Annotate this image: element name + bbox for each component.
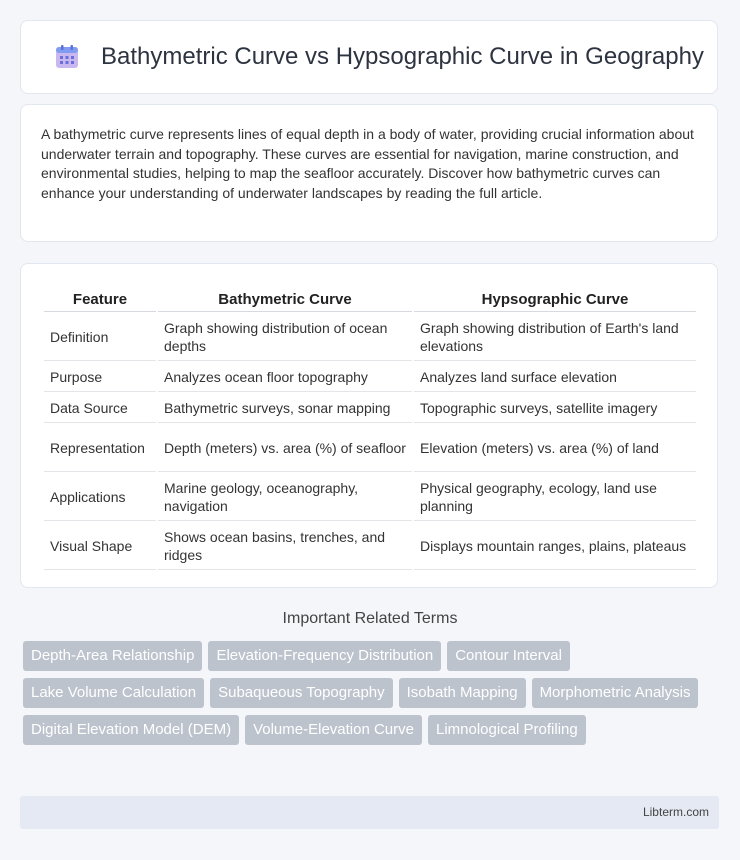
table-row [44, 363, 696, 392]
table-row [44, 394, 696, 423]
table-header: Feature [44, 284, 156, 312]
related-term-tag[interactable]: Lake Volume Calculation [23, 678, 204, 708]
table-row [44, 474, 696, 521]
table-cell: Purpose [44, 363, 156, 392]
table-cell: Analyzes ocean floor topography [158, 363, 412, 392]
table-cell: Graph showing distribution of ocean depths [158, 314, 412, 361]
page-title: Bathymetric Curve vs Hypsographic Curve in Geography [101, 43, 704, 70]
related-term-tag[interactable]: Morphometric Analysis [532, 678, 699, 708]
table-cell: Applications [44, 474, 156, 521]
table-cell: Bathymetric surveys, sonar mapping [158, 394, 412, 423]
table-cell: Data Source [44, 394, 156, 423]
related-term-tag[interactable]: Contour Interval [447, 641, 570, 671]
table-cell: Shows ocean basins, trenches, and ridges [158, 523, 412, 570]
comparison-table [42, 282, 698, 572]
related-term-tag[interactable]: Volume-Elevation Curve [245, 715, 422, 745]
related-term-tag[interactable]: Subaqueous Topography [210, 678, 393, 708]
table-cell: Displays mountain ranges, plains, plateaus [414, 523, 696, 570]
calendar-icon [53, 43, 81, 71]
related-term-tag[interactable]: Depth-Area Relationship [23, 641, 202, 671]
intro-card [20, 104, 718, 242]
table-cell: Visual Shape [44, 523, 156, 570]
table-cell: Representation [44, 425, 156, 472]
table-cell: Definition [44, 314, 156, 361]
comparison-card [20, 263, 718, 588]
table-cell: Depth (meters) vs. area (%) of seafloor [158, 425, 412, 472]
related-term-tag[interactable]: Limnological Profiling [428, 715, 586, 745]
footer-site-link[interactable]: Libterm.com [642, 805, 709, 819]
table-cell: Graph showing distribution of Earth's land elevations [414, 314, 696, 361]
table-row [44, 425, 696, 472]
related-term-tag[interactable]: Digital Elevation Model (DEM) [23, 715, 239, 745]
table-cell: Marine geology, oceanography, navigation [158, 474, 412, 521]
table-row [44, 314, 696, 361]
related-term-tag[interactable]: Isobath Mapping [399, 678, 526, 708]
table-header: Bathymetric Curve [158, 284, 412, 312]
table-cell: Elevation (meters) vs. area (%) of land [414, 425, 696, 472]
related-terms-title: Important Related Terms [282, 610, 458, 627]
table-cell: Topographic surveys, satellite imagery [414, 394, 696, 423]
intro-text: A bathymetric curve represents lines of equal depth in a body of water, providing crucial information about underwater terrain and topography. These curves are essential for navigation, marine construction, and environmental studies, helping to map the seafloor accurately. Discover how bathymetric curves can enhance your understanding of underwater landscapes by reading the full article. [41, 126, 694, 201]
table-cell: Analyzes land surface elevation [414, 363, 696, 392]
header-card [20, 20, 718, 94]
table-row [44, 523, 696, 570]
footer [20, 796, 719, 829]
related-terms-list [23, 641, 723, 745]
table-cell: Physical geography, ecology, land use planning [414, 474, 696, 521]
table-header: Hypsographic Curve [414, 284, 696, 312]
table-header-row [44, 284, 696, 312]
related-term-tag[interactable]: Elevation-Frequency Distribution [208, 641, 441, 671]
